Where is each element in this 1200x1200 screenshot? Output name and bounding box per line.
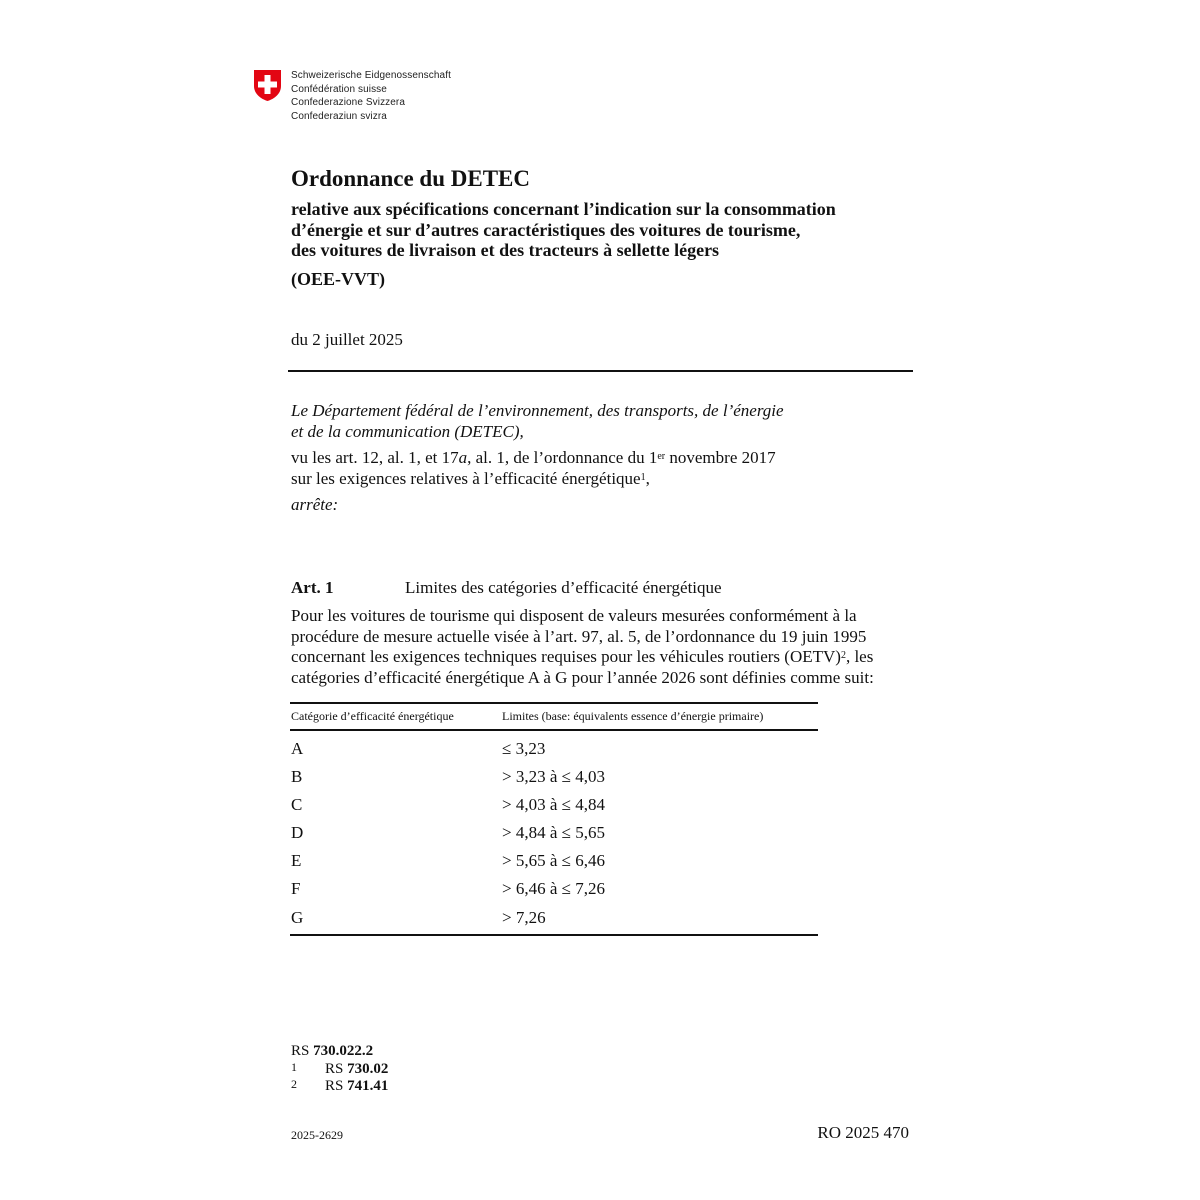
footnote-number: 1 (291, 1060, 297, 1074)
table-header-limits: Limites (base: équivalents essence d’énergie primaire) (502, 709, 764, 723)
article-title: Limites des catégories d’efficacité énergétique (405, 578, 722, 597)
issuing-authority: Le Département fédéral de l’environnement, des transports, de l’énergie et de la communication (DETEC), (291, 401, 784, 441)
article-number: Art. 1 (291, 578, 334, 597)
table-header-category: Catégorie d’efficacité énergétique (291, 709, 454, 723)
official-compilation-ref: RO 2025 470 (817, 1123, 909, 1142)
table-top-rule (290, 702, 818, 704)
footnote-ref-2[interactable]: 2 (840, 650, 846, 661)
footnote-ref-1[interactable]: 1 (640, 471, 646, 483)
rs-number: RS 730.022.2 (291, 1043, 374, 1059)
language-line-it: Confederazione Svizzera (291, 97, 406, 109)
table-header-rule (290, 729, 818, 731)
title-divider (288, 370, 913, 372)
document-title: Ordonnance du DETEC (291, 166, 531, 191)
language-line-fr: Confédération suisse (291, 83, 387, 95)
language-line-rm: Confederaziun svizra (291, 110, 387, 122)
document-date: du 2 juillet 2025 (291, 330, 403, 349)
table-bottom-rule (290, 934, 818, 936)
document-subtitle: relative aux spécifications concernant l’indication sur la consommation d’énergie et sur d’autres caractéristiques des voitures de tourisme, des voitures de livraison et des tracteurs à sellette légers (291, 199, 836, 260)
article-text: Pour les voitures de tourisme qui disposent de valeurs mesurées conformément à la procédure de mesure actuelle visée à l’art. 97, al. 5, de l’ordonnance du 19 juin 1995 concernant les exigences techniques requises pour les véhicules routiers (OETV)$^2$, les catégories d’efficacité énergétique A à G pour l’année 2026 sont définies comme suit: (291, 606, 874, 687)
confederation-names (291, 69, 451, 123)
swiss-cross-icon (253, 69, 282, 102)
decree-word: arrête: (291, 495, 339, 514)
swiss-cross-logo (253, 69, 282, 102)
document-abbreviation: (OEE-VVT) (291, 269, 385, 289)
document-id: 2025-2629 (291, 1128, 343, 1142)
footnote-number: 2 (291, 1077, 297, 1091)
language-line-de: Schweizerische Eidgenossenschaft (291, 70, 451, 81)
legal-basis: vu les art. 12, al. 1, et 17a, al. 1, de l’ordonnance du 1er novembre 2017 sur les exigences relatives à l’efficacité énergétique$^1$, (291, 448, 776, 488)
